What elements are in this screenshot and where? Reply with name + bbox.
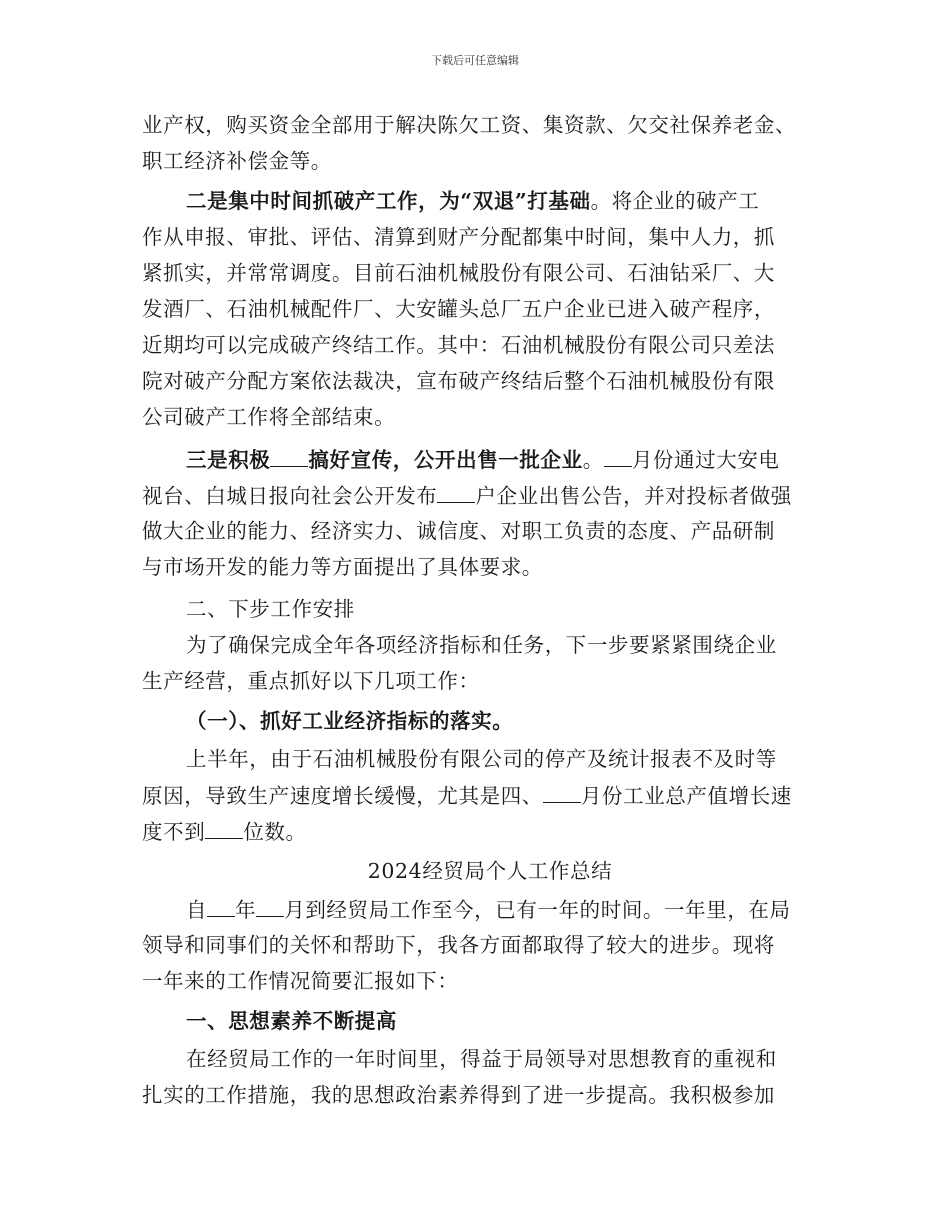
paragraph-line: 发酒厂、石油机械配件厂、大安罐头总厂五户企业已进入破产程序，	[142, 297, 775, 321]
paragraph-line: 紧抓实，并常常调度。目前石油机械股份有限公司、石油钻采厂、大	[142, 261, 775, 285]
subsection-heading: （一）、抓好工业经济指标的落实。	[186, 709, 514, 733]
paragraph-line: 度不到 位数。	[142, 816, 822, 847]
page-header: 下载后可任意编辑	[431, 54, 519, 67]
fill-blank	[256, 894, 284, 917]
fill-blank	[604, 444, 632, 467]
paragraph-line: 为了确保完成全年各项经济指标和任务，下一步要紧紧围绕企业	[186, 633, 777, 657]
paragraph-line: 领导和同事们的关怀和帮助下，我各方面都取得了较大的进步。现将	[142, 933, 775, 957]
paragraph-line: 在经贸局工作的一年时间里，得益于局领导对思想教育的重视和	[186, 1047, 777, 1071]
paragraph-line: 三是积极 搞好宣传，公开出售一批企业。 月份通过大安电	[186, 444, 866, 475]
paragraph-line: 业产权，购买资金全部用于解决陈欠工资、集资款、欠交社保养老金、	[142, 113, 797, 137]
paragraph-line: 二是集中时间抓破产工作，为“双退”打基础。将企业的破产工	[186, 189, 760, 213]
fill-blank	[207, 894, 235, 917]
paragraph-line: 视台、白城日报向社会公开发布 户企业出售公告，并对投标者做强	[142, 480, 822, 511]
paragraph-line: 近期均可以完成破产终结工作。其中：石油机械股份有限公司只差法	[142, 333, 775, 357]
fill-blank	[437, 480, 475, 503]
paragraph-line: 一年来的工作情况简要汇报如下：	[142, 969, 459, 993]
paragraph-line: 自 年 月到经贸局工作至今，已有一年的时间。一年里，在局	[186, 894, 866, 925]
fill-blank	[270, 444, 308, 467]
paragraph-line: 与市场开发的能力等方面提出了具体要求。	[142, 555, 543, 579]
paragraph-line: 作从申报、审批、评估、清算到财产分配都集中时间，集中人力，抓	[142, 225, 775, 249]
paragraph-line: 院对破产分配方案依法裁决，宣布破产终结后整个石油机械股份有限	[142, 369, 775, 393]
paragraph-line: 职工经济补偿金等。	[142, 149, 332, 173]
bold-lead: 二是集中时间抓破产工作，为“双退”打基础	[186, 189, 591, 213]
paragraph-line: 原因，导致生产速度增长缓慢，尤其是四、 月份工业总产值增长速	[142, 780, 822, 811]
paragraph-line: 做大企业的能力、经济实力、诚信度、对职工负责的态度、产品研制	[142, 519, 775, 543]
section-heading: 一、思想素养不断提高	[186, 1009, 397, 1033]
fill-blank	[205, 816, 243, 839]
fill-blank	[543, 780, 581, 803]
paragraph-line: 公司破产工作将全部结束。	[142, 405, 396, 429]
paragraph-line: 扎实的工作措施，我的思想政治素养得到了进一步提高。我积极参加	[142, 1083, 775, 1107]
paragraph-line: 上半年，由于石油机械股份有限公司的停产及统计报表不及时等	[186, 747, 777, 771]
paragraph-line: 生产经营，重点抓好以下几项工作：	[142, 669, 480, 693]
section-heading: 二、下步工作安排	[186, 597, 355, 621]
document-title: 2024经贸局个人工作总结	[367, 859, 613, 883]
